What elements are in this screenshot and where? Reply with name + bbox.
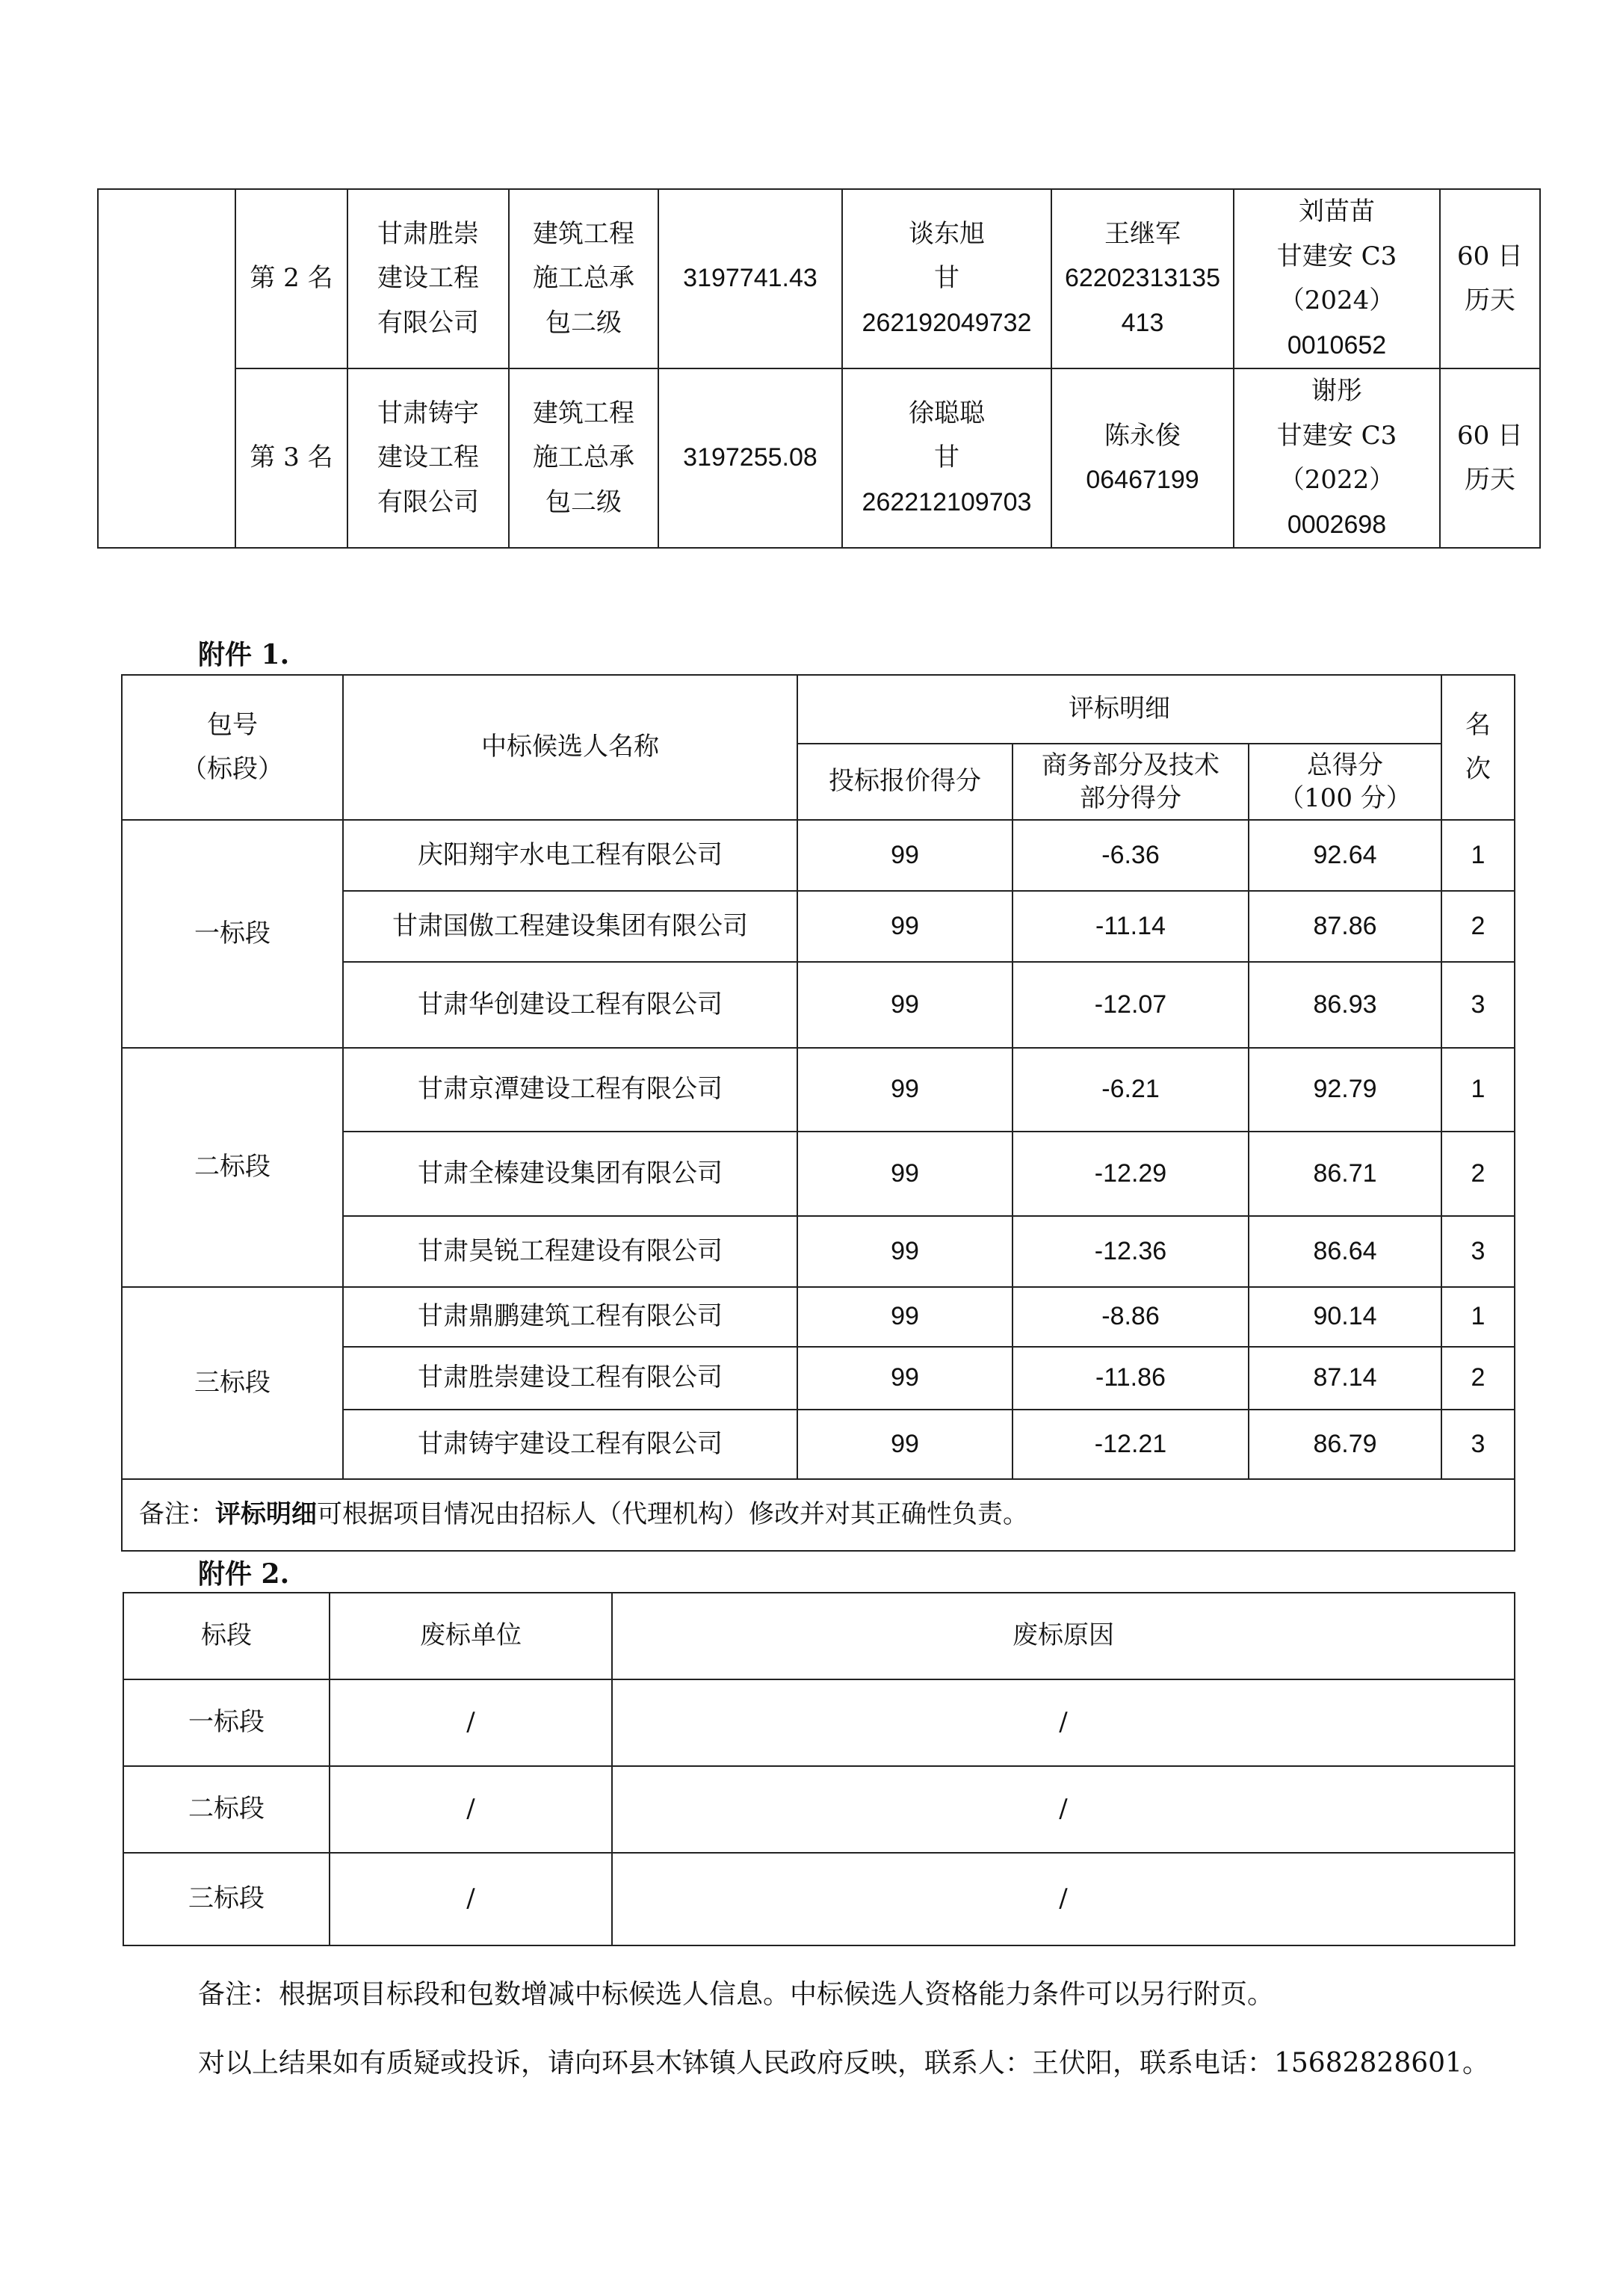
price-score-cell: 99 — [797, 962, 1013, 1048]
period-cell: 60 日 历天 — [1440, 368, 1540, 548]
header-row — [123, 1593, 1515, 1679]
tech-lead-cell: 陈永俊 06467199 — [1051, 368, 1234, 548]
note-row — [122, 1479, 1515, 1551]
table-row — [123, 1679, 1515, 1766]
price-score-cell: 99 — [797, 1132, 1013, 1216]
biz-tech-cell: -12.07 — [1013, 962, 1249, 1048]
contact-paragraph: 对以上结果如有质疑或投诉，请向环县木钵镇人民政府反映，联系人：王伏阳，联系电话：15682828601。 — [198, 2048, 1489, 2079]
reason-cell: / — [612, 1766, 1515, 1853]
unit-cell: / — [330, 1679, 612, 1766]
period-cell: 60 日 历天 — [1440, 189, 1540, 368]
price-score-cell: 99 — [797, 1410, 1013, 1479]
note-cell: 备注：评标明细可根据项目情况由招标人（代理机构）修改并对其正确性负责。 — [122, 1479, 1515, 1551]
biz-tech-cell: -6.36 — [1013, 820, 1249, 891]
section-cell: 二标段 — [123, 1766, 330, 1853]
biz-tech-cell: -8.86 — [1013, 1287, 1249, 1347]
company-cell: 庆阳翔宇水电工程有限公司 — [343, 820, 797, 891]
tech-lead-cell: 王继军 62202313135 413 — [1051, 189, 1234, 368]
company-cell: 甘肃铸宇建设工程有限公司 — [343, 1410, 797, 1479]
qualification-cell: 建筑工程 施工总承 包二级 — [509, 189, 658, 368]
header-unit: 废标单位 — [330, 1593, 612, 1679]
rank-cell: 3 — [1441, 1216, 1515, 1287]
rank-cell: 第 3 名 — [235, 368, 347, 548]
section-cell: 一标段 — [122, 820, 343, 1048]
header-price-score: 投标报价得分 — [797, 744, 1013, 820]
company-cell: 甘肃华创建设工程有限公司 — [343, 962, 797, 1048]
header-reason: 废标原因 — [612, 1593, 1515, 1679]
table-row — [98, 368, 1540, 548]
price-cell: 3197741.43 — [658, 189, 842, 368]
header-candidate: 中标候选人名称 — [343, 675, 797, 820]
rank-cell: 3 — [1441, 1410, 1515, 1479]
rank-cell: 第 2 名 — [235, 189, 347, 368]
header-package: 包号 （标段） — [122, 675, 343, 820]
biz-tech-cell: -12.21 — [1013, 1410, 1249, 1479]
biz-tech-cell: -6.21 — [1013, 1048, 1249, 1132]
rank-cell: 2 — [1441, 891, 1515, 962]
total-cell: 87.14 — [1249, 1347, 1441, 1410]
safety-cell: 谢彤 甘建安 C3 （2022） 0002698 — [1234, 368, 1440, 548]
total-cell: 86.79 — [1249, 1410, 1441, 1479]
total-cell: 86.64 — [1249, 1216, 1441, 1287]
price-score-cell: 99 — [797, 820, 1013, 891]
price-cell: 3197255.08 — [658, 368, 842, 548]
manager-cell: 谈东旭 甘 262192049732 — [842, 189, 1051, 368]
company-cell: 甘肃全榛建设集团有限公司 — [343, 1132, 797, 1216]
price-score-cell: 99 — [797, 1287, 1013, 1347]
company-cell: 甘肃胜崇 建设工程 有限公司 — [347, 189, 509, 368]
rank-cell: 3 — [1441, 962, 1515, 1048]
table-row — [98, 189, 1540, 368]
table-row — [122, 1287, 1515, 1347]
biz-tech-cell: -11.14 — [1013, 891, 1249, 962]
rank-cell: 1 — [1441, 1048, 1515, 1132]
section-cell: 一标段 — [123, 1679, 330, 1766]
header-rank: 名 次 — [1441, 675, 1515, 820]
rank-cell: 2 — [1441, 1347, 1515, 1410]
total-cell: 86.93 — [1249, 962, 1441, 1048]
candidate-table-continued — [97, 188, 1541, 549]
total-cell: 87.86 — [1249, 891, 1441, 962]
biz-tech-cell: -12.29 — [1013, 1132, 1249, 1216]
manager-cell: 徐聪聪 甘 262212109703 — [842, 368, 1051, 548]
company-cell: 甘肃国傲工程建设集团有限公司 — [343, 891, 797, 962]
rank-cell: 2 — [1441, 1132, 1515, 1216]
unit-cell: / — [330, 1766, 612, 1853]
section-cell: 三标段 — [122, 1287, 343, 1479]
header-total: 总得分 （100 分） — [1249, 744, 1441, 820]
header-row — [122, 675, 1515, 744]
total-cell: 92.79 — [1249, 1048, 1441, 1132]
header-biz-tech: 商务部分及技术 部分得分 — [1013, 744, 1249, 820]
disqualified-table — [123, 1592, 1515, 1946]
company-cell: 甘肃昊锐工程建设有限公司 — [343, 1216, 797, 1287]
total-cell: 92.64 — [1249, 820, 1441, 891]
attachment1-caption: 附件 1. — [198, 639, 290, 670]
biz-tech-cell: -11.86 — [1013, 1347, 1249, 1410]
company-cell: 甘肃鼎鹏建筑工程有限公司 — [343, 1287, 797, 1347]
total-cell: 90.14 — [1249, 1287, 1441, 1347]
table-row — [123, 1766, 1515, 1853]
company-cell: 甘肃京潭建设工程有限公司 — [343, 1048, 797, 1132]
section-cell: 二标段 — [122, 1048, 343, 1287]
header-eval: 评标明细 — [797, 675, 1441, 744]
rank-cell: 1 — [1441, 1287, 1515, 1347]
unit-cell: / — [330, 1853, 612, 1945]
price-score-cell: 99 — [797, 1048, 1013, 1132]
remark-paragraph: 备注：根据项目标段和包数增减中标候选人信息。中标候选人资格能力条件可以另行附页。 — [198, 1979, 1275, 2010]
section-cell: 三标段 — [123, 1853, 330, 1945]
total-cell: 86.71 — [1249, 1132, 1441, 1216]
safety-cell: 刘苗苗 甘建安 C3 （2024） 0010652 — [1234, 189, 1440, 368]
price-score-cell: 99 — [797, 1347, 1013, 1410]
qualification-cell: 建筑工程 施工总承 包二级 — [509, 368, 658, 548]
attachment2-caption: 附件 2. — [198, 1558, 290, 1590]
price-score-cell: 99 — [797, 891, 1013, 962]
empty-cell — [98, 189, 235, 548]
company-cell: 甘肃铸宇 建设工程 有限公司 — [347, 368, 509, 548]
table-row — [122, 820, 1515, 891]
company-cell: 甘肃胜崇建设工程有限公司 — [343, 1347, 797, 1410]
reason-cell: / — [612, 1679, 1515, 1766]
table-row — [122, 1048, 1515, 1132]
evaluation-table — [121, 674, 1515, 1552]
reason-cell: / — [612, 1853, 1515, 1945]
price-score-cell: 99 — [797, 1216, 1013, 1287]
rank-cell: 1 — [1441, 820, 1515, 891]
header-section: 标段 — [123, 1593, 330, 1679]
biz-tech-cell: -12.36 — [1013, 1216, 1249, 1287]
table-row — [123, 1853, 1515, 1945]
